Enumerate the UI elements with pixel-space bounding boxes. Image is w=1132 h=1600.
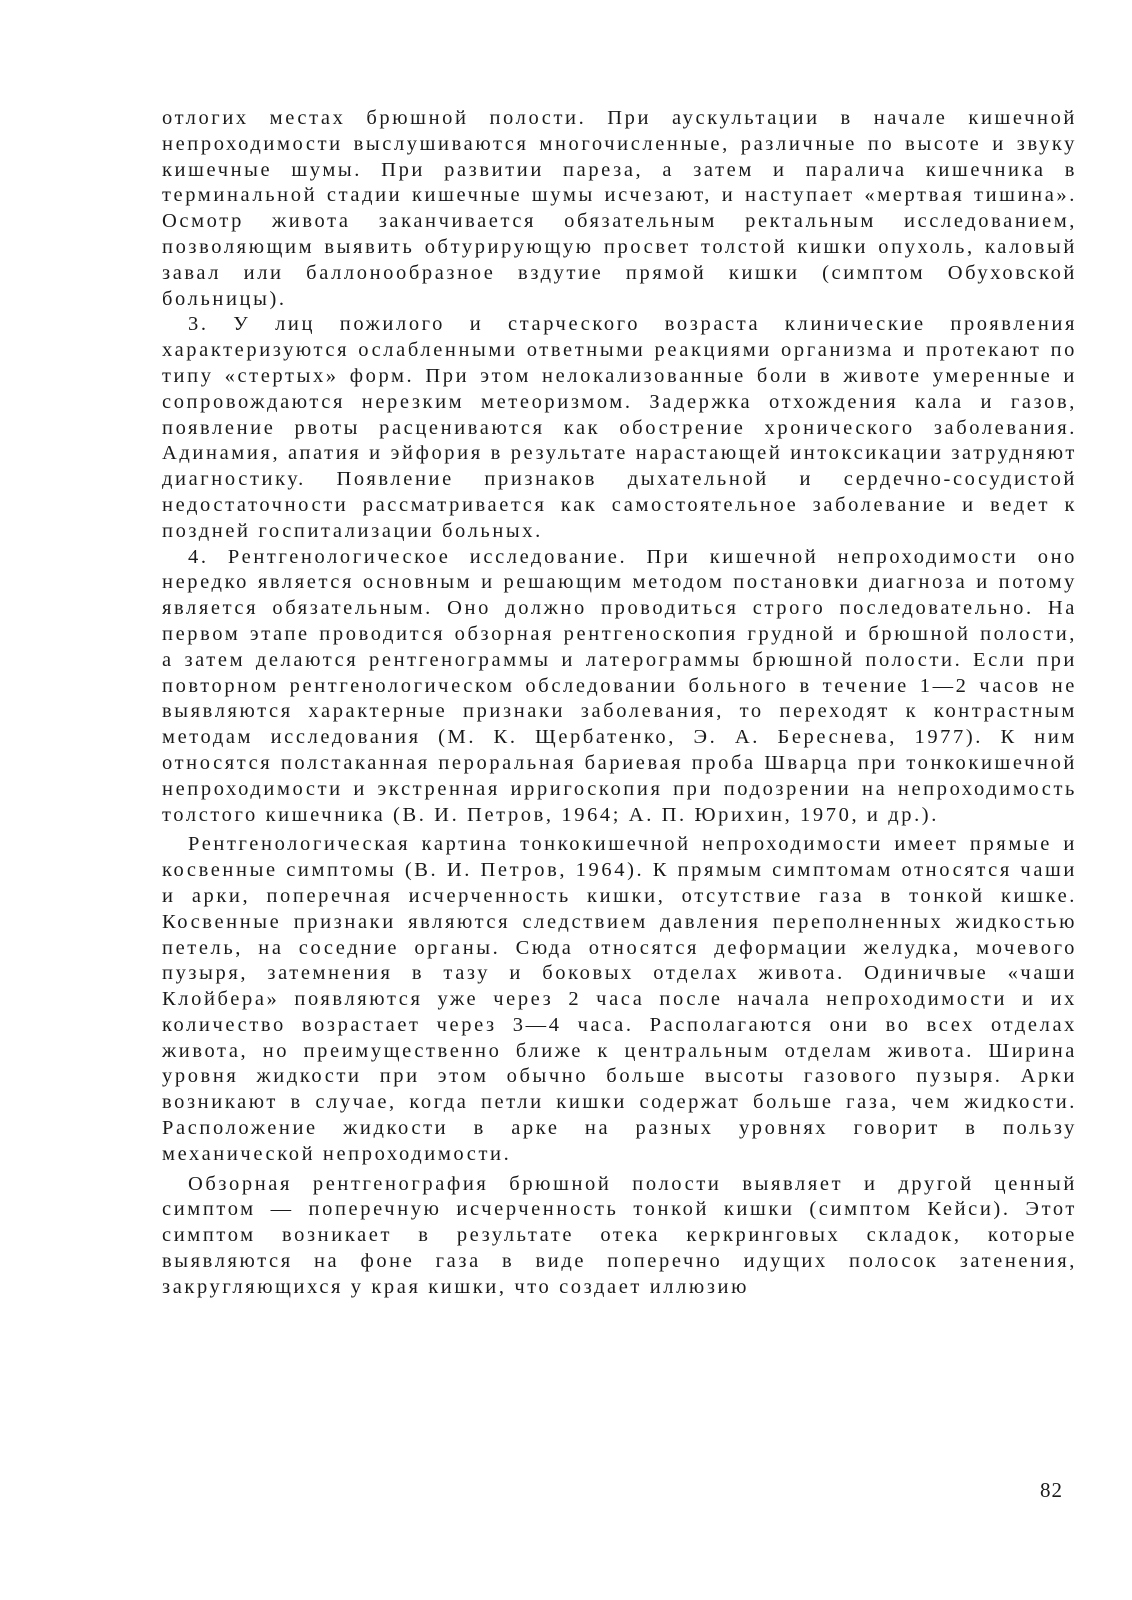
paragraph-3: 4. Рентгенологическое исследование. При кишечной непроходимости оно нередко является основным и решающим методом постановки диагноза и потому является обязательным. Оно должно проводиться строго последовательно. На первом этапе проводится обзорная рентгеноскопия грудной и брюшной полости, а затем делаются рентгенограммы и латерограммы брюшной полости. Если при повторном рентгенологическом обследовании больного в течение 1—2 часов не выявляются характерные признаки заболевания, то переходят к контрастным методам исследования (М. К. Щербатенко, Э. А. Береснева, 1977). К ним относятся полстаканная пероральная бариевая проба Шварца при тонкокишечной непроходимости и экстренная ирригоскопия при подозрении на непроходимость толстого кишечника (В. И. Петров, 1964; А. П. Юрихин, 1970, и др.).: [162, 545, 1077, 826]
page-body: [162, 106, 1077, 1301]
paragraph-4: Рентгенологическая картина тонкокишечной непроходимости имеет прямые и косвенные симптомы (В. И. Петров, 1964). К прямым симптомам относятся чаши и арки, поперечная исчерченность кишки, отсутствие газа в тонкой кишке. Косвенные признаки являются следствием давления переполненных жидкостью петель, на соседние органы. Сюда относятся деформации желудка, мочевого пузыря, затемнения в тазу и боковых отделах живота. Одиничвые «чаши Клойбера» появляются уже через 2 часа после начала непроходимости и их количество возрастает через 3—4 часа. Располагаются они во всех отделах живота, но преимущественно ближе к центральным отделам живота. Ширина уровня жидкости при этом обычно больше высоты газового пузыря. Арки возникают в случае, когда петли кишки содержат больше газа, чем жидкости. Расположение жидкости в арке на разных уровнях говорит в пользу механической непроходимости.: [162, 833, 1077, 1165]
paragraph-5: Обзорная рентгенография брюшной полости выявляет и другой ценный симптом — поперечную исчерченность тонкой кишки (симптом Кейси). Этот симптом возникает в результате отека керкринговых складок, которые выявляются на фоне газа в виде поперечно идущих полосок затенения, закругляющихся у края кишки, что создает иллюзию: [162, 1172, 1077, 1298]
paragraph-1: отлогих местах брюшной полости. При аускультации в начале кишечной непроходимости выслушиваются многочисленные, различные по высоте и звуку кишечные шумы. При развитии пареза, а затем и паралича кишечника в терминальной стадии кишечные шумы исчезают, и наступает «мертвая тишина». Осмотр живота заканчивается обязательным ректальным исследованием, позволяющим выявить обтурирующую просвет толстой кишки опухоль, каловый завал или баллонообразное вздутие прямой кишки (симптом Обуховской больницы).: [162, 107, 1077, 310]
paragraph-2: 3. У лиц пожилого и старческого возраста клинические проявления характеризуются ослабленными ответными реакциями организма и протекают по типу «стертых» форм. При этом нелокализованные боли в животе умеренные и сопровождаются нерезким метеоризмом. Задержка отхождения кала и газов, появление рвоты расцениваются как обострение хронического заболевания. Адинамия, апатия и эйфория в результате нарастающей интоксикации затрудняют диагностику. Появление признаков дыхательной и сердечно-сосудистой недостаточности рассматривается как самостоятельное заболевание и ведет к поздней госпитализации больных.: [162, 313, 1077, 542]
page-number: 82: [1040, 1478, 1063, 1502]
